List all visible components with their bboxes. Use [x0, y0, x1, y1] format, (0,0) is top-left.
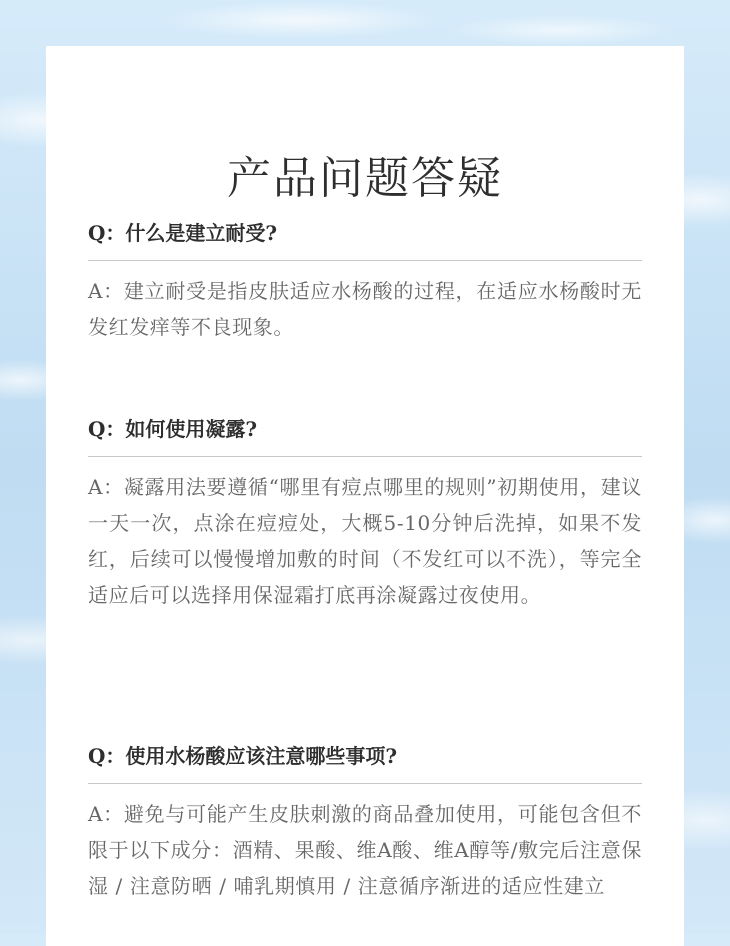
faq-item	[88, 742, 642, 904]
faq-question: Q：使用水杨酸应该注意哪些事项?	[88, 742, 642, 784]
faq-answer: A：凝露用法要遵循“哪里有痘点哪里的规则”初期使用，建议一天一次，点涂在痘痘处，大概5-10分钟后洗掉，如果不发红，后续可以慢慢增加敷的时间（不发红可以不洗），等完全适应后可以选择用保湿霜打底再涂凝露过夜使用。	[88, 475, 642, 607]
faq-question: Q：如何使用凝露?	[88, 415, 642, 457]
page-title: 产品问题答疑	[227, 153, 503, 204]
faq-item	[88, 219, 642, 345]
faq-card	[46, 46, 684, 946]
faq-item	[88, 415, 642, 613]
faq-answer: A：建立耐受是指皮肤适应水杨酸的过程，在适应水杨酸时无发红发痒等不良现象。	[88, 279, 642, 339]
faq-answer: A：避免与可能产生皮肤刺激的商品叠加使用，可能包含但不限于以下成分：酒精、果酸、维A酸、维A醇等/敷完后注意保湿 / 注意防晒 / 哺乳期慎用 / 注意循序渐进的适应性建立	[88, 802, 642, 898]
faq-question: Q：什么是建立耐受?	[88, 219, 642, 261]
